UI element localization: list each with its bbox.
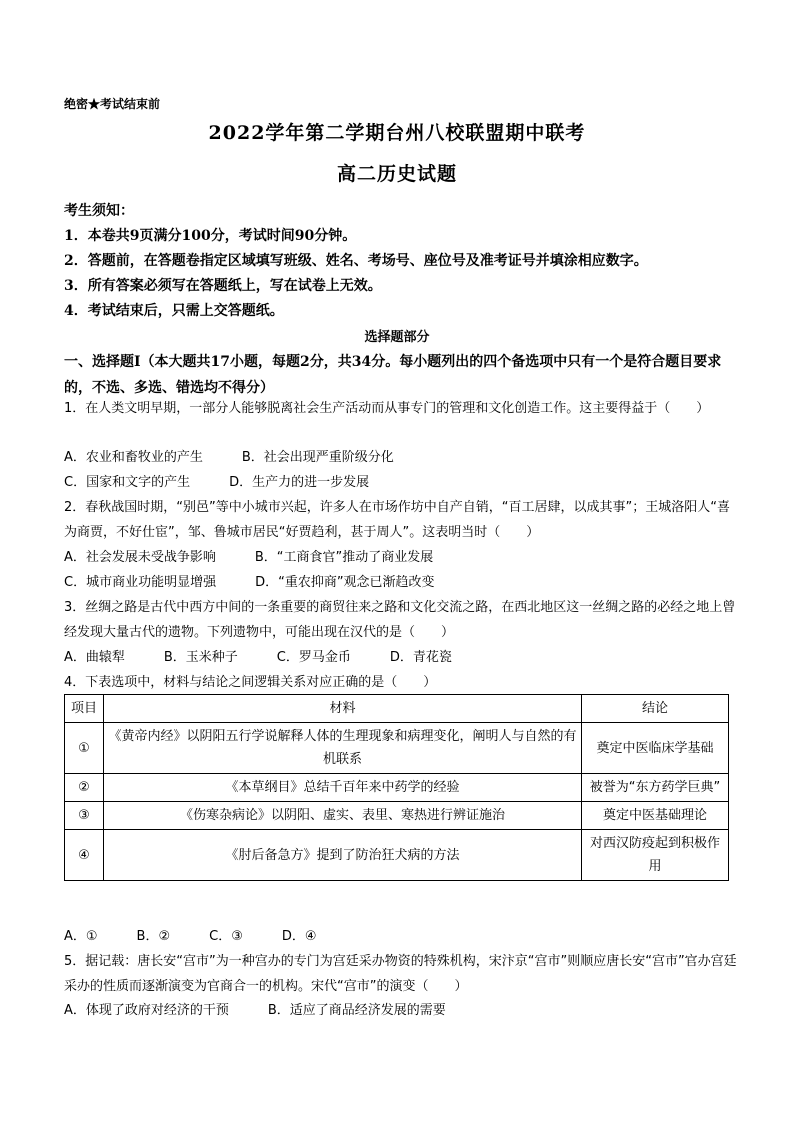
question-2-options-ab: A．社会发展未受战争影响 B．“工商食官”推动了商业发展 [64,550,434,565]
notice-item-2: 2．答题前，在答题卷指定区域填写班级、姓名、考场号、座位号及准考证号并填涂相应数字。 [64,253,648,269]
section-title: 选择题部分 [364,330,430,345]
table-row [65,774,729,802]
table-header-row [65,695,729,723]
confidential-mark: 绝密★考试结束前 [64,97,161,111]
table-row [65,723,729,774]
table-header-item: 项目 [65,695,104,723]
question-2-stem: 2．春秋战国时期，“别邑”等中小城市兴起，许多人在市场作坊中自产自销，“百工居肆，以成其事”；王城洛阳人“喜为商贾，不好仕宦”，邹、鲁城市居民“好贾趋利，甚于周人”。这表明当时（ ） [64,500,730,540]
question-5-stem: 5．据记载：唐长安“宫市”为一种宫办的专门为宫廷采办物资的特殊机构，宋汴京“宫市”则顺应唐长安“宫市”官办宫廷采办的性质而逐渐演变为官商合一的机构。宋代“宫市”的演变（ ） [64,954,737,994]
row-conclusion: 被誉为“东方药学巨典” [582,774,729,802]
row-number: ① [65,723,104,774]
notice-heading: 考生须知： [64,203,134,219]
row-material: 《伤寒杂病论》以阴阳、虚实、表里、寒热进行辨证施治 [104,802,582,830]
row-material: 《黄帝内经》以阴阳五行学说解释人体的生理现象和病理变化，阐明人与自然的有机联系 [104,723,582,774]
table-header-conclusion: 结论 [582,695,729,723]
row-conclusion: 对西汉防疫起到积极作用 [582,830,729,881]
table-header-material: 材料 [104,695,582,723]
notice-item-3: 3．所有答案必须写在答题纸上，写在试卷上无效。 [64,278,382,294]
notice-item-1: 1．本卷共9页满分100分，考试时间90分钟。 [64,228,357,244]
question-4-table [64,694,729,881]
question-3-stem: 3．丝绸之路是古代中西方中间的一条重要的商贸往来之路和文化交流之路，在西北地区这一丝绸之路的必经之地上曾经发现大量古代的遗物。下列遗物中，可能出现在汉代的是（ ） [64,600,736,640]
row-material: 《肘后备急方》提到了防治狂犬病的方法 [104,830,582,881]
notice-item-4: 4．考试结束后，只需上交答题纸。 [64,303,284,319]
row-material: 《本草纲目》总结千百年来中药学的经验 [104,774,582,802]
row-number: ④ [65,830,104,881]
part-heading: 一、选择题Ⅰ（本大题共17小题，每题2分，共34分。每小题列出的四个备选项中只有一个是符合题目要求的，不选、多选、错选均不得分） [64,354,722,396]
row-number: ③ [65,802,104,830]
question-3-options: A．曲辕犁 B．玉米种子 C．罗马金币 D．青花瓷 [64,650,452,665]
question-5-options-ab: A．体现了政府对经济的干预 B．适应了商品经济发展的需要 [64,1003,446,1018]
row-conclusion: 奠定中医临床学基础 [582,723,729,774]
question-4-options: A．① B．② C．③ D．④ [64,929,317,944]
question-1-stem: 1．在人类文明早期，一部分人能够脱离社会生产活动而从事专门的管理和文化创造工作。这主要得益于（ ） [64,401,710,416]
exam-subtitle: 高二历史试题 [336,163,457,185]
question-1-options-cd: C．国家和文字的产生 D．生产力的进一步发展 [64,475,370,490]
question-1-options-ab: A．农业和畜牧业的产生 B．社会出现严重阶级分化 [64,450,394,465]
table-row [65,830,729,881]
table-row [65,802,729,830]
row-number: ② [65,774,104,802]
question-2-options-cd: C．城市商业功能明显增强 D．“重农抑商”观念已渐趋改变 [64,575,435,590]
exam-title: 2022学年第二学期台州八校联盟期中联考 [208,122,586,144]
row-conclusion: 奠定中医基础理论 [582,802,729,830]
question-4-stem: 4．下表选项中，材料与结论之间逻辑关系对应正确的是（ ） [64,675,437,690]
